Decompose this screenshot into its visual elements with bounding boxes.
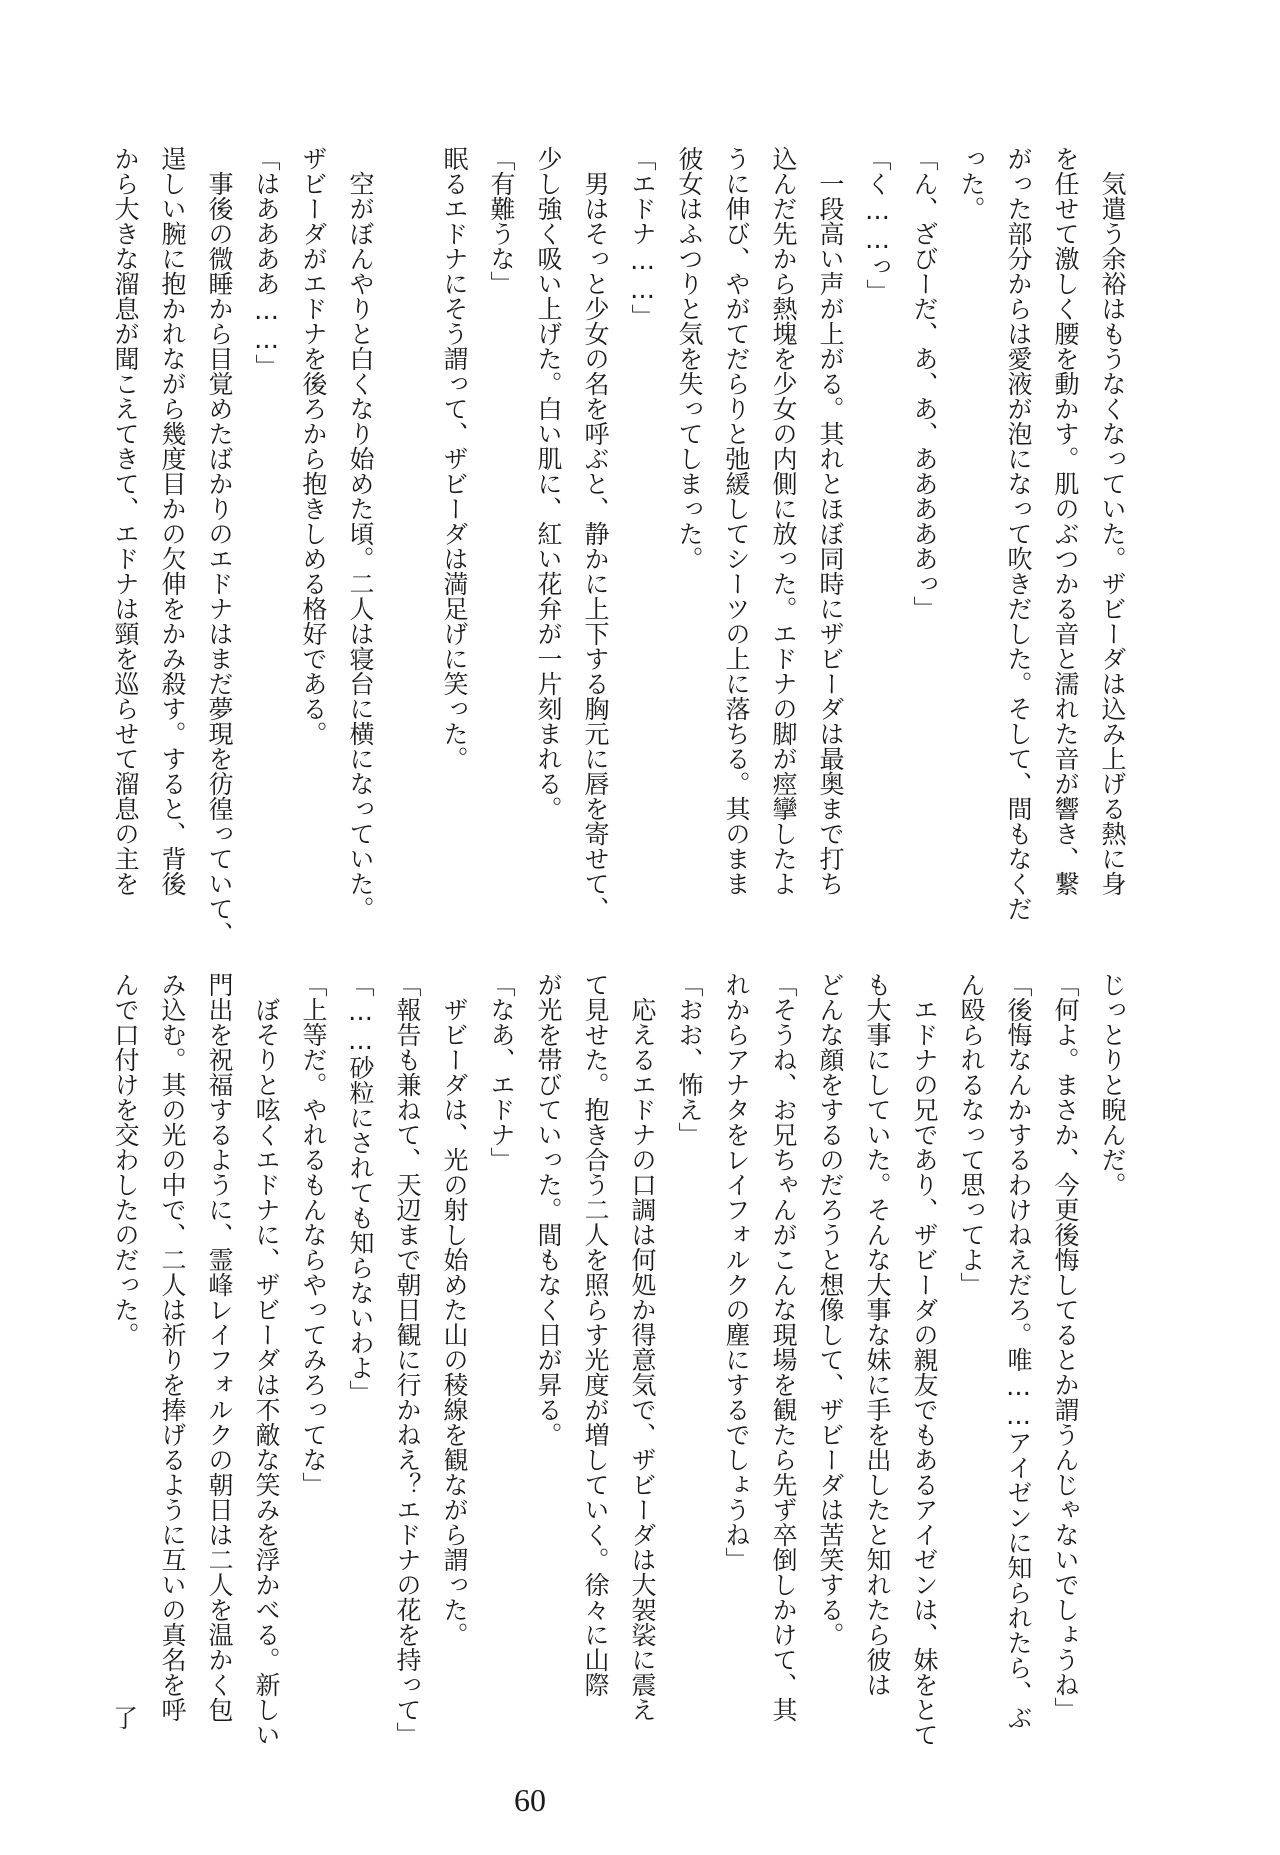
- text-column: から大きな溜息が聞こえてきて、エドナは頸を巡らせて溜息の主を: [111, 146, 140, 896]
- text-column: 事後の微睡から目覚めたばかりのエドナはまだ夢現を彷徨っていて、: [205, 146, 234, 946]
- text-column: 男はそっと少女の名を呼ぶと、静かに上下する胸元に唇を寄せて、: [581, 146, 610, 921]
- text-column: が光を帯びていった。間もなく日が昇る。: [534, 972, 563, 1447]
- text-column: 「おお、怖え」: [675, 972, 704, 1147]
- text-column: 眠るエドナにそう謂って、ザビーダは満足げに笑った。: [440, 146, 469, 771]
- text-column: んで口付けを交わしたのだった。: [111, 972, 140, 1347]
- page-number: 60: [514, 1782, 546, 1818]
- text-column: れからアナタをレイフォルクの塵にするでしょうね」: [722, 972, 751, 1572]
- text-column: がった部分からは愛液が泡になって吹きだした。そして、間もなくだ: [1004, 146, 1033, 921]
- text-column: を任せて激しく腰を動かす。肌のぶつかる音と濡れた音が響き、繋: [1051, 146, 1080, 896]
- text-column: 彼女はふつりと気を失ってしまった。: [675, 146, 704, 571]
- text-column: 「後悔なんかするわけねえだろ。唯……アイゼンに知られたら、ぶ: [1004, 972, 1033, 1730]
- upper-text-block: [96, 146, 1136, 946]
- text-column: じっとりと睨んだ。: [1098, 972, 1127, 1197]
- text-column: ん殴られるなって思ってよ」: [957, 972, 986, 1297]
- text-column: ぼそりと呟くエドナに、ザビーダは不敵な笑みを浮かべる。新しい: [252, 972, 281, 1747]
- text-column: 門出を祝福するように、霊峰レイフォルクの朝日は二人を温かく包: [205, 972, 234, 1722]
- text-column: [384, 146, 431, 886]
- text-column: 空がぼんやりと白くなり始めた頃。二人は寝台に横になっていた。: [346, 146, 375, 921]
- text-column: み込む。其の光の中で、二人は祈りを捧げるように互いの真名を呼: [158, 972, 187, 1722]
- text-column: 「なあ、エドナ」: [487, 972, 516, 1172]
- lower-text-block: [96, 972, 1136, 1752]
- text-column: ザビーダは、光の射し始めた山の稜線を観ながら謂った。: [440, 972, 469, 1647]
- text-column: 少し強く吸い上げた。白い肌に、紅い花弁が一片刻まれる。: [534, 146, 563, 821]
- text-column: 「く……っ」: [863, 146, 892, 304]
- text-column: 一段高い声が上がる。其れとほぼ同時にザビーダは最奥まで打ち: [816, 146, 845, 896]
- text-column: 「有難うな」: [487, 146, 516, 296]
- text-column: 応えるエドナの口調は何処か得意気で、ザビーダは大袈裟に震え: [628, 972, 657, 1722]
- text-column: った。: [957, 146, 986, 221]
- text-column: 「報告も兼ねて、天辺まで朝日観に行かねえ？エドナの花を持って」: [393, 972, 422, 1747]
- text-column: ザビーダがエドナを後ろから抱きしめる格好である。: [299, 146, 328, 746]
- text-column: 「エドナ……」: [628, 146, 657, 329]
- text-column: 「何よ。まさか、今更後悔してるとか謂うんじゃないでしょうね」: [1051, 972, 1080, 1722]
- text-column: 「そうね、お兄ちゃんがこんな現場を観たら先ず卒倒しかけて、其: [769, 972, 798, 1722]
- text-column: うに伸び、やがてだらりと弛緩してシーツの上に落ちる。其のまま: [722, 146, 751, 896]
- text-column: 「ん、ざびーだ、あ、あ、あああああっ」: [910, 146, 939, 621]
- text-column: 「……砂粒にされても知らないわよ」: [346, 972, 375, 1405]
- end-mark: 了: [112, 1704, 138, 1733]
- text-column: 逞しい腕に抱かれながら幾度目かの欠伸をかみ殺す。すると、背後: [158, 146, 187, 896]
- text-column: も大事にしていた。そんな大事な妹に手を出したと知れたら彼は: [863, 972, 892, 1697]
- text-column: て見せた。抱き合う二人を照らす光度が増していく。徐々に山際: [581, 972, 610, 1697]
- text-column: 「上等だ。やれるもんならやってみろってな」: [299, 972, 328, 1497]
- text-column: 気遣う余裕はもうなくなっていた。ザビーダは込み上げる熱に身: [1098, 146, 1127, 896]
- text-column: エドナの兄であり、ザビーダの親友でもあるアイゼンは、妹をとて: [910, 972, 939, 1747]
- text-column: どんな顔をするのだろうと想像して、ザビーダは苦笑する。: [816, 972, 845, 1647]
- text-column: 「はああああ……」: [252, 146, 281, 379]
- text-column: 込んだ先から熱塊を少女の内側に放った。エドナの脚が痙攣したよ: [769, 146, 798, 896]
